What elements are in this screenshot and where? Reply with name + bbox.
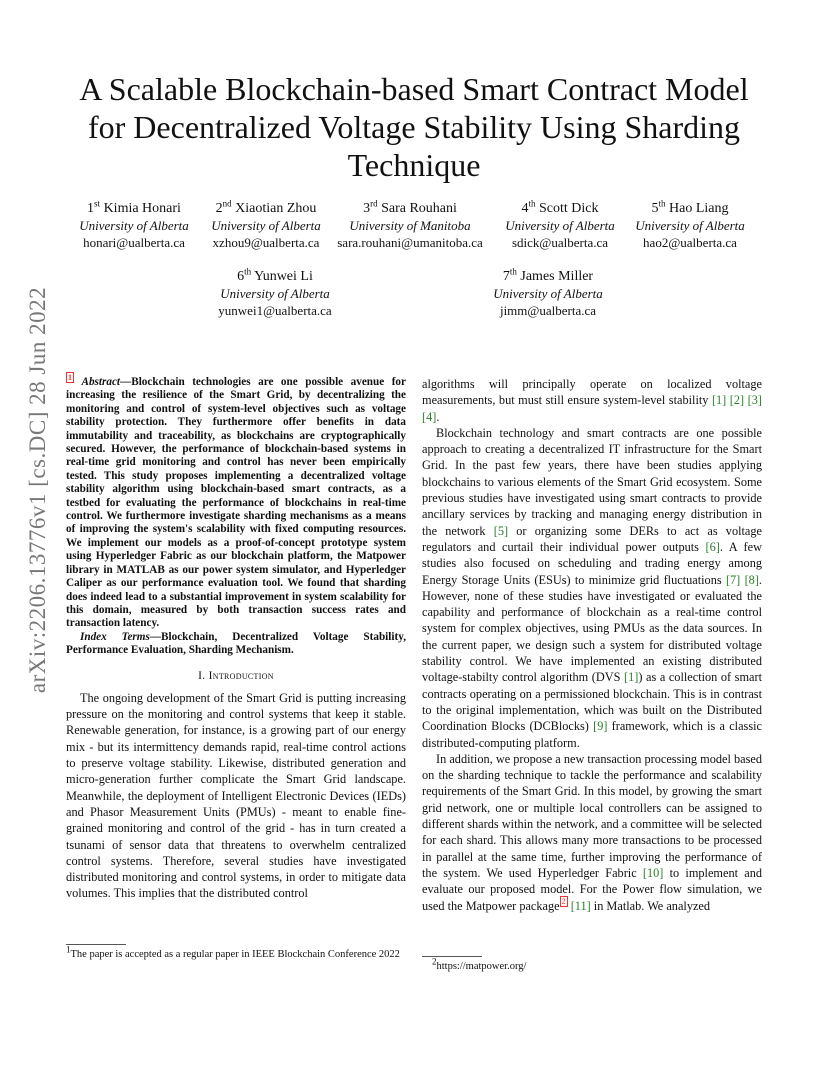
author-block: 5th Hao Liang University of Alberta hao2@ualberta.ca	[620, 200, 760, 251]
author-block: 7th James Miller University of Alberta jimm@ualberta.ca	[478, 268, 618, 319]
footnote-rule	[66, 944, 126, 945]
author-name: Yunwei Li	[254, 269, 313, 284]
author-name: Xiaotian Zhou	[235, 201, 317, 216]
citation-link[interactable]: [5]	[493, 523, 509, 538]
citation-link[interactable]: [1]	[624, 670, 639, 685]
author-email[interactable]: sdick@ualberta.ca	[511, 235, 609, 250]
citation-link[interactable]: [8]	[744, 572, 759, 587]
title-line: A Scalable Blockchain-based Smart Contract Model	[79, 71, 749, 107]
author-email[interactable]: jimm@ualberta.ca	[499, 303, 597, 318]
author-email[interactable]: sara.rouhani@umanitoba.ca	[337, 235, 483, 250]
paragraph: Blockchain technology and smart contracts are one possible approach to creating a decentralized IT infrastructure for the Smart Grid. In the past few years, there have been studies applying blockchains to various elements of the Smart Grid ecosystem. Some previous studies have investigated using smart contracts to provide ancillary services by tracking and managing energy distribution in the network [5] or organizing some DERs to act as voltage regulators and curtail their individual power outputs [6]. A few studies also focused on scheduling and trading energy among Energy Storage Units (ESUs) to minimize grid fluctuations [7] [8]. However, none of these studies have investigated or evaluated the capability and performance of blockchain as a real-time control system for complex objectives, using PMUs as the data sources. In the current paper, we design such a system for distributed voltage stability control. We have implemented an existing distributed voltage-stabilty control algorithm (DVS [1]) as a collection of smart contracts operating on a permissioned blockchain. This is in contrast to the original implementation, which was built on the Distributed Coordination Blocks (DCBlocks) [9] framework, which is a classic distributed-computing platform.	[422, 425, 762, 750]
index-terms	[66, 631, 406, 658]
author-email[interactable]: honari@ualberta.ca	[83, 235, 185, 250]
author-block: 1st Kimia Honari University of Alberta honari@ualberta.ca	[64, 200, 204, 251]
paper-title	[40, 70, 788, 184]
intro-paragraph: The ongoing development of the Smart Grid is putting increasing pressure on the monitoring and control systems that keep it stable. Renewable generation, for instance, is a growing part of our energy mix - but its intermittency demands rapid, real-time control actions to preserve voltage stability. Likewise, distributed generation and micro-generation further complicate the Smart Grid landscape. Meanwhile, the deployment of Intelligent Electronic Devices (IEDs) and Phasor Measurement Units (PMUs) - meant to enable fine-grained monitoring and control of the grid - has in turn created a tsunami of sensor data that threatens to overwhelm centralized control systems. Therefore, several studies have investigated distributed monitoring and control systems, in order to mitigate data volumes. This implies that the distributed control	[66, 690, 406, 901]
index-terms-label: Index Terms	[80, 630, 150, 643]
author-name: Kimia Honari	[103, 201, 181, 216]
footnote-text: The paper is accepted as a regular paper in IEEE Blockchain Conference 2022	[70, 949, 400, 960]
author-affiliation: University of Alberta	[505, 218, 615, 233]
footnote: $^1$The paper is accepted as a regular paper in IEEE Blockchain Conference 2022	[66, 944, 400, 960]
left-column	[66, 373, 406, 902]
author-email[interactable]: yunwei1@ualberta.ca	[218, 303, 332, 318]
citation-link[interactable]: [10]	[642, 865, 664, 880]
author-email[interactable]: xzhou9@ualberta.ca	[212, 235, 320, 250]
citation-link[interactable]: [11]	[570, 898, 591, 913]
citation-link[interactable]: [9]	[593, 719, 608, 734]
citation-link[interactable]: [1]	[711, 393, 727, 408]
paragraph: algorithms will principally operate on localized voltage measurements, but must still ensure system-level stability [1] [2] [3] [4].	[422, 377, 762, 424]
citation-link[interactable]: [2]	[729, 393, 745, 408]
author-block: 4th Scott Dick University of Alberta sdick@ualberta.ca	[490, 200, 630, 251]
arxiv-sidebar	[18, 286, 58, 694]
footnote-url[interactable]: https://matpower.org/	[436, 961, 527, 972]
citation-link[interactable]: [6]	[705, 539, 720, 554]
author-name: Scott Dick	[539, 201, 599, 216]
footnote-rule	[422, 956, 482, 957]
author-affiliation: University of Manitoba	[349, 218, 471, 233]
author-affiliation: University of Alberta	[79, 218, 189, 233]
author-affiliation: University of Alberta	[635, 218, 745, 233]
author-name: Hao Liang	[669, 201, 729, 216]
paragraph: In addition, we propose a new transaction processing model based on the sharding technique to tackle the performance and scalability requirements of the Smart Grid. In this model, by growing the smart grid network, one or multiple local controllers can be assigned to different shards within the network, and a committee will be selected for each shard. This allows many more transactions to be processed in parallel at the same time, further improving the performance of the system. We used Hyperledger Fabric [10] to implement and evaluate our proposed model. For the Power flow simulation, we used the Matpower package $^2$ [11] in Matlab. We analyzed	[422, 751, 763, 913]
footnote: $^2$https://matpower.org/	[432, 956, 527, 972]
citation-link[interactable]: [4]	[422, 409, 437, 424]
footnote-marker[interactable]: 1	[68, 373, 72, 383]
author-affiliation: University of Alberta	[493, 286, 603, 301]
index-terms-text: —Blockchain, Decentralized Voltage Stability, Performance Evaluation, Sharding Mechanism.	[66, 630, 406, 657]
section-heading: I. Introduction	[198, 669, 274, 682]
title-line: Technique	[347, 147, 481, 183]
arxiv-id[interactable]: arXiv:2206.13776v1 [cs.DC] 28 Jun 2022	[25, 286, 50, 694]
author-name: James Miller	[520, 269, 594, 284]
abstract-label: Abstract	[81, 376, 121, 388]
abstract	[66, 373, 406, 631]
author-block: 2nd Xiaotian Zhou University of Alberta xzhou9@ualberta.ca	[196, 200, 336, 251]
abstract-text: —Blockchain technologies are one possible avenue for increasing the resilience of the Smart Grid, by decentralizing the monitoring and control of system-level objectives such as voltage stability protection. They furthermore offer benefits in data immutability and traceability, as blockchains are cryptographically secured. However, the performance of blockchain-based systems in real-time grid monitoring and control has never been empirically tested. This study proposes implementing a decentralized voltage stability algorithm using blockchain-based smart contracts, as a testbed for evaluating the performance of blockchains in real-time control. We furthermore investigate sharding mechanisms as a means of improving the system's scalability with fixed computing resources. We implement our models as a proof-of-concept prototype system using Hyperledger Fabric as our blockchain platform, the Matpower library in MATLAB as our power system simulator, and Hyperledger Caliper as our performance evaluation tool. We found that sharding does indeed lead to a substantial improvement in system scalability for this domain, measured by both transaction success rates and transaction latency.	[66, 376, 406, 630]
right-column	[422, 376, 762, 914]
author-affiliation: University of Alberta	[220, 286, 330, 301]
author-affiliation: University of Alberta	[211, 218, 321, 233]
citation-link[interactable]: [3]	[747, 393, 762, 408]
author-block: 6th Yunwei Li University of Alberta yunwei1@ualberta.ca	[205, 268, 345, 319]
author-name: Sara Rouhani	[381, 201, 457, 216]
author-email[interactable]: hao2@ualberta.ca	[643, 235, 737, 250]
title-line: for Decentralized Voltage Stability Using Sharding	[87, 109, 740, 145]
footnote-marker[interactable]: 2	[561, 897, 566, 907]
citation-link[interactable]: [7]	[725, 572, 741, 587]
author-block: 3rd Sara Rouhani University of Manitoba sara.rouhani@umanitoba.ca	[330, 200, 490, 251]
